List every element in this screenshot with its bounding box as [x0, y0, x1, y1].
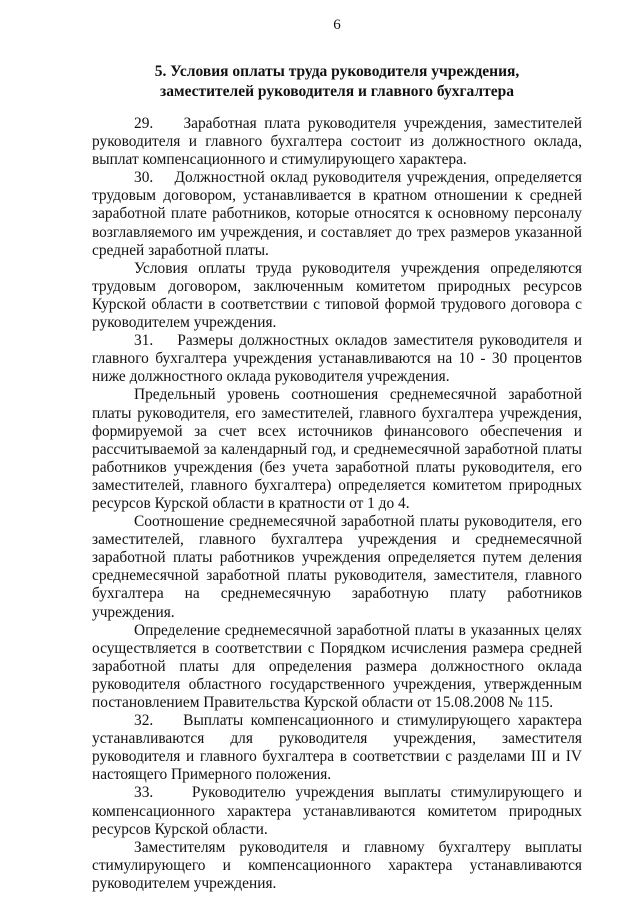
section-title-line-2: заместителей руководителя и главного бухгалтера	[160, 83, 514, 100]
section-title-line-1: 5. Условия оплаты труда руководителя учреждения,	[154, 63, 520, 80]
paragraph-30-conditions: Условия оплаты труда руководителя учреждения определяются трудовым договором, заключенным комитетом природных ресурсов Курской области в соответствии с типовой формой трудового договора с руководителем учреждения.	[92, 259, 582, 332]
paragraph-31-average-salary: Определение среднемесячной заработной платы в указанных целях осуществляется в соответствии с Порядком исчисления размера средней заработной платы для определения размера должностного оклада руководителя областного государственного учреждения, утвержденным постановлением Правительства Курской области от 15.08.2008 № 115.	[92, 621, 582, 711]
paragraph-29: 29. Заработная плата руководителя учреждения, заместителей руководителя и главного бухгалтера состоит из должностного оклада, выплат компенсационного и стимулирующего характера.	[92, 115, 582, 169]
paragraph-30: 30. Должностной оклад руководителя учреждения, определяется трудовым договором, устанавливается в кратном отношении к средней заработной плате работников, которые относятся к основному персоналу возглавляемого им учреждения, и составляет до трех размеров указанной средней заработной платы.	[92, 169, 582, 259]
paragraph-33-deputies: Заместителям руководителя и главному бухгалтеру выплаты стимулирующего и компенсационного характера устанавливаются руководителем учреждения.	[92, 838, 582, 892]
paragraph-31-ratio-method: Соотношение среднемесячной заработной платы руководителя, его заместителей, главного бухгалтера учреждения и среднемесячной заработной платы работников учреждения определяется путем деления среднемесячной заработной платы руководителя, заместителя, главного бухгалтера на среднемесячную заработную плату работников учреждения.	[92, 513, 582, 621]
paragraph-31-ratio-limit: Предельный уровень соотношения среднемесячной заработной платы руководителя, его заместителей, главного бухгалтера учреждения, формируемой за счет всех источников финансового обеспечения и рассчитываемой за календарный год, и среднемесячной заработной платы работников учреждения (без учета заработной платы руководителя, его заместителей, главного бухгалтера) определяется комитетом природных ресурсов Курской области в кратности от 1 до 4.	[92, 386, 582, 512]
document-body	[92, 115, 582, 893]
page-number: 6	[333, 17, 341, 33]
paragraph-31: 31. Размеры должностных окладов заместителя руководителя и главного бухгалтера учреждения устанавливаются на 10 - 30 процентов ниже должностного оклада руководителя учреждения.	[92, 332, 582, 386]
section-title	[92, 62, 582, 102]
paragraph-33: 33. Руководителю учреждения выплаты стимулирующего и компенсационного характера устанавливаются комитетом природных ресурсов Курской области.	[92, 784, 582, 838]
paragraph-32: 32. Выплаты компенсационного и стимулирующего характера устанавливаются для руководителя учреждения, заместителя руководителя и главного бухгалтера в соответствии с разделами III и IV настоящего Примерного положения.	[92, 712, 582, 784]
